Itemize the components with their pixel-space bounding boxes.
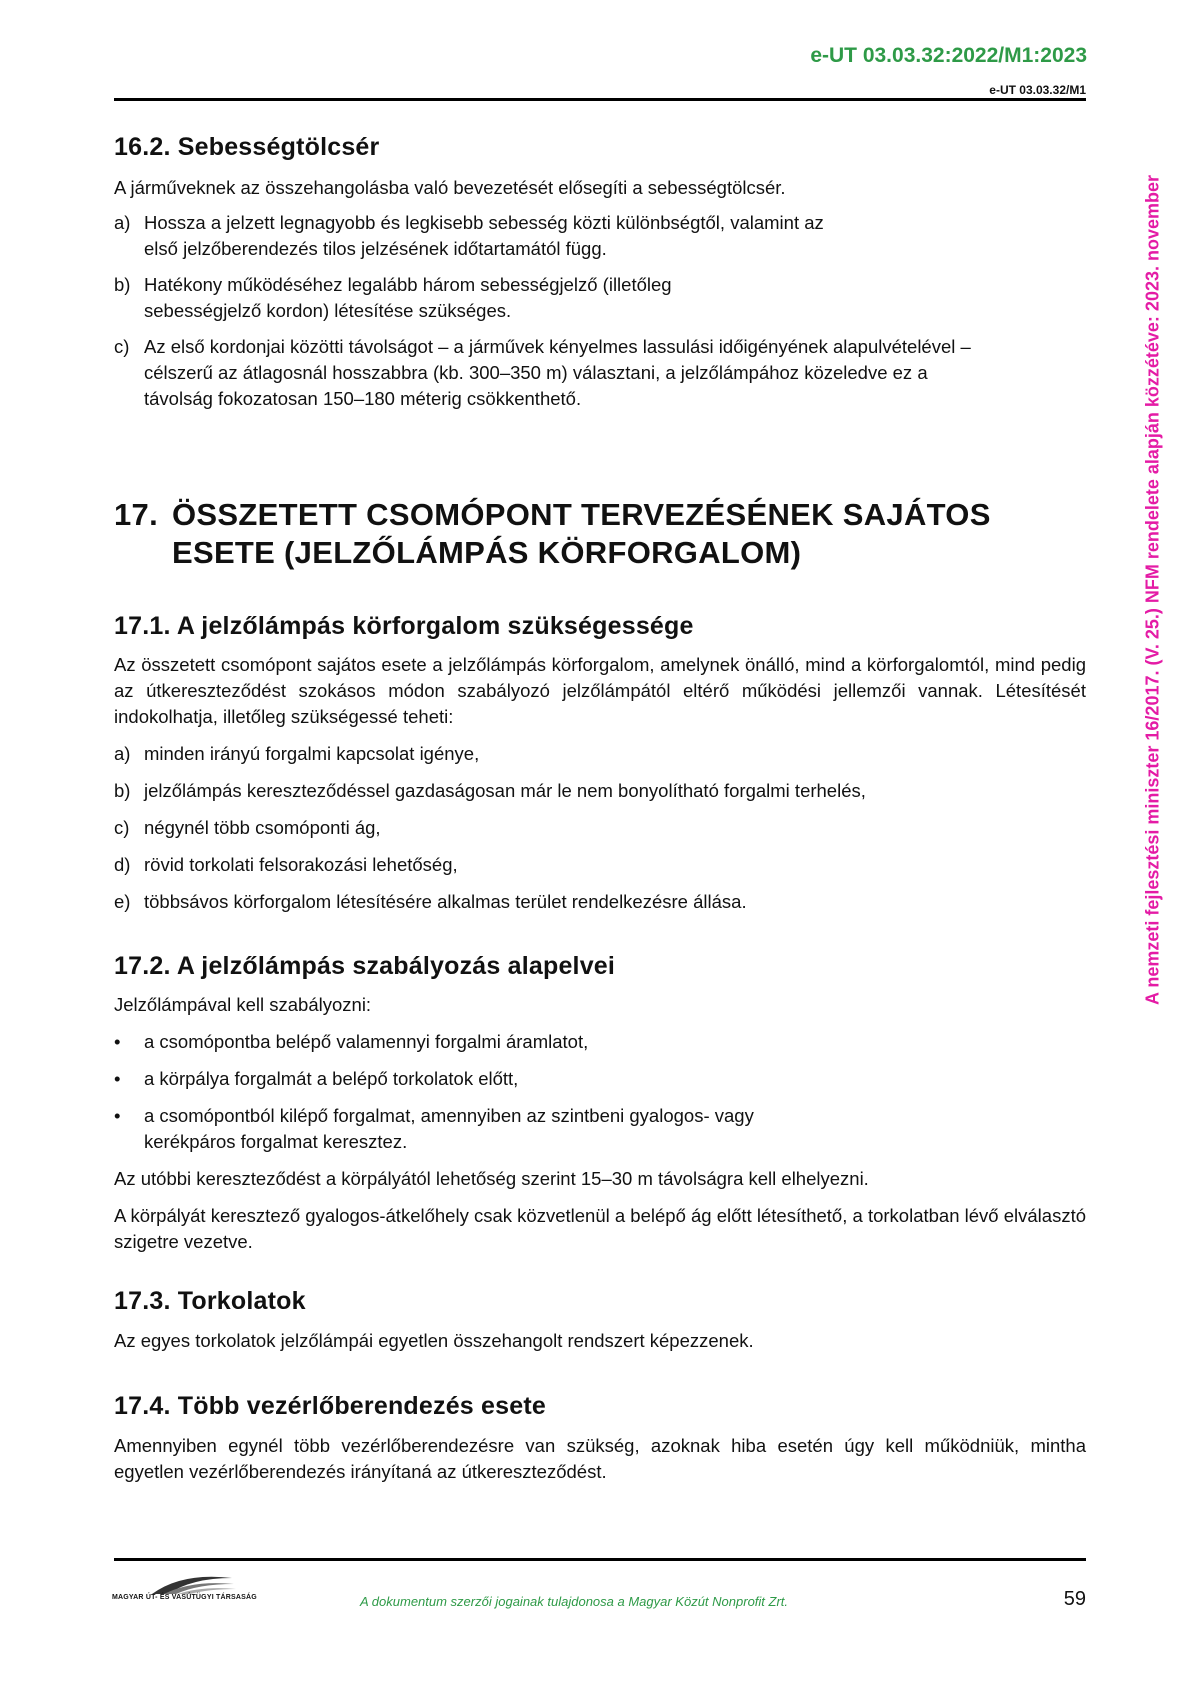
list-marker: c) [114, 336, 130, 357]
list-text: jelzőlámpás kereszteződéssel gazdaságosan már le nem bonyolítható forgalmi terhelés, [144, 780, 866, 801]
list-item [114, 889, 1086, 915]
list-marker: a) [114, 212, 131, 233]
section-17-3-text: Az egyes torkolatok jelzőlámpái egyetlen összehangolt rendszert képezzenek. [114, 1330, 754, 1351]
bullet-item [114, 1103, 1086, 1155]
list-marker: b) [114, 274, 131, 295]
list-item [114, 334, 1086, 412]
list-text: négynél több csomóponti ág, [144, 817, 381, 838]
footer-rule [114, 1558, 1086, 1561]
list-marker: e) [114, 891, 131, 912]
bullet-marker: • [114, 1068, 121, 1089]
list-text: minden irányú forgalmi kapcsolat igénye, [144, 743, 480, 764]
document-code: e-UT 03.03.32:2022/M1:2023 [810, 44, 1087, 67]
footer-copyright: A dokumentum szerzői jogainak tulajdonosa a Magyar Közút Nonprofit Zrt. [360, 1594, 789, 1609]
list-item [114, 815, 1086, 841]
bullet-text: a körpálya forgalmát a belépő torkolatok előtt, [144, 1068, 519, 1089]
section-17-2-para1: Az utóbbi kereszteződést a körpályától lehetőség szerint 15–30 m távolságra kell elhelyezni. [114, 1168, 869, 1189]
list-item [114, 778, 1086, 804]
document-subcode: e-UT 03.03.32/M1 [989, 83, 1086, 97]
header-rule [114, 98, 1086, 101]
bullet-item [114, 1029, 1086, 1055]
chapter-title-line1: ÖSSZETETT CSOMÓPONT TERVEZÉSÉNEK SAJÁTOS [172, 497, 991, 532]
section-17-4-title: 17.4. Több vezérlőberendezés esete [114, 1392, 546, 1420]
list-marker: d) [114, 854, 131, 875]
list-text: Hatékony működéséhez legalább három sebességjelző (illetőleg sebességjelző kordon) létesítése szükséges. [144, 274, 672, 321]
page-number: 59 [1063, 1588, 1086, 1610]
section-17-2-intro: Jelzőlámpával kell szabályozni: [114, 994, 372, 1015]
list-text: Az első kordonjai közötti távolságot – a járművek kényelmes lassulási időigényének alapulvételével – célszerű az átlagosnál hosszabbra (kb. 300–350 m) választani, a jelzőlámpához közeledve ez a távolság fokozatosan 150–180 méterig csökkenthető. [144, 336, 971, 409]
section-17-1-intro: Az összetett csomópont sajátos esete a jelzőlámpás körforgalom, amelynek önálló, mind a körforgalomtól, mind pedig az útkereszteződést szokásos módon szabályozó jelzőlámpától eltérő működési jellemzői vannak. Létesítését indokolhatja, illetőleg szükségessé teheti: [114, 654, 1086, 727]
list-item [114, 210, 1086, 262]
section-17-2-title: 17.2. A jelzőlámpás szabályozás alapelvei [114, 952, 616, 980]
list-marker: a) [114, 743, 131, 764]
list-marker: c) [114, 817, 130, 838]
section-16-2-title: 16.2. Sebességtölcsér [114, 133, 380, 161]
list-item [114, 852, 1086, 878]
list-item [114, 272, 1086, 324]
section-17-1-title: 17.1. A jelzőlámpás körforgalom szükségessége [114, 612, 694, 640]
bullet-marker: • [114, 1031, 121, 1052]
side-publication-note: A nemzeti fejlesztési miniszter 16/2017. (V. 25.) NFM rendelete alapján közzétéve: 2023. november [1142, 174, 1163, 1006]
list-marker: b) [114, 780, 131, 801]
chapter-17-title [114, 496, 991, 572]
section-17-4-text: Amennyiben egynél több vezérlőberendezésre van szükség, azoknak hiba esetén úgy kell működniük, mintha egyetlen vezérlőberendezés irányítaná az útkereszteződést. [114, 1435, 1086, 1482]
list-item [114, 741, 1086, 767]
chapter-number: 17. [114, 497, 158, 532]
section-16-2-intro: A járműveknek az összehangolásba való bevezetését elősegíti a sebességtölcsér. [114, 177, 786, 198]
bullet-text: a csomópontból kilépő forgalmat, amennyiben az szintbeni gyalogos- vagy kerékpáros forgalmat keresztez. [144, 1105, 754, 1152]
chapter-title-line2: ESETE (JELZŐLÁMPÁS KÖRFORGALOM) [172, 535, 802, 570]
logo-text: MAGYAR ÚT- ÉS VASÚTÜGYI TÁRSASÁG [112, 1594, 257, 1601]
list-text: többsávos körforgalom létesítésére alkalmas terület rendelkezésre állása. [144, 891, 747, 912]
bullet-text: a csomópontba belépő valamennyi forgalmi áramlatot, [144, 1031, 589, 1052]
section-17-3-title: 17.3. Torkolatok [114, 1287, 306, 1315]
list-text: Hossza a jelzett legnagyobb és legkisebb sebesség közti különbségtől, valamint az első jelzőberendezés tilos jelzésének időtartamától függ. [144, 212, 824, 259]
section-17-2-para2: A körpályát keresztező gyalogos-átkelőhely csak közvetlenül a belépő ág előtt létesíthető, a torkolatban lévő elválasztó szigetre vezetve. [114, 1205, 1086, 1252]
bullet-marker: • [114, 1105, 121, 1126]
list-text: rövid torkolati felsorakozási lehetőség, [144, 854, 458, 875]
bullet-item [114, 1066, 1086, 1092]
